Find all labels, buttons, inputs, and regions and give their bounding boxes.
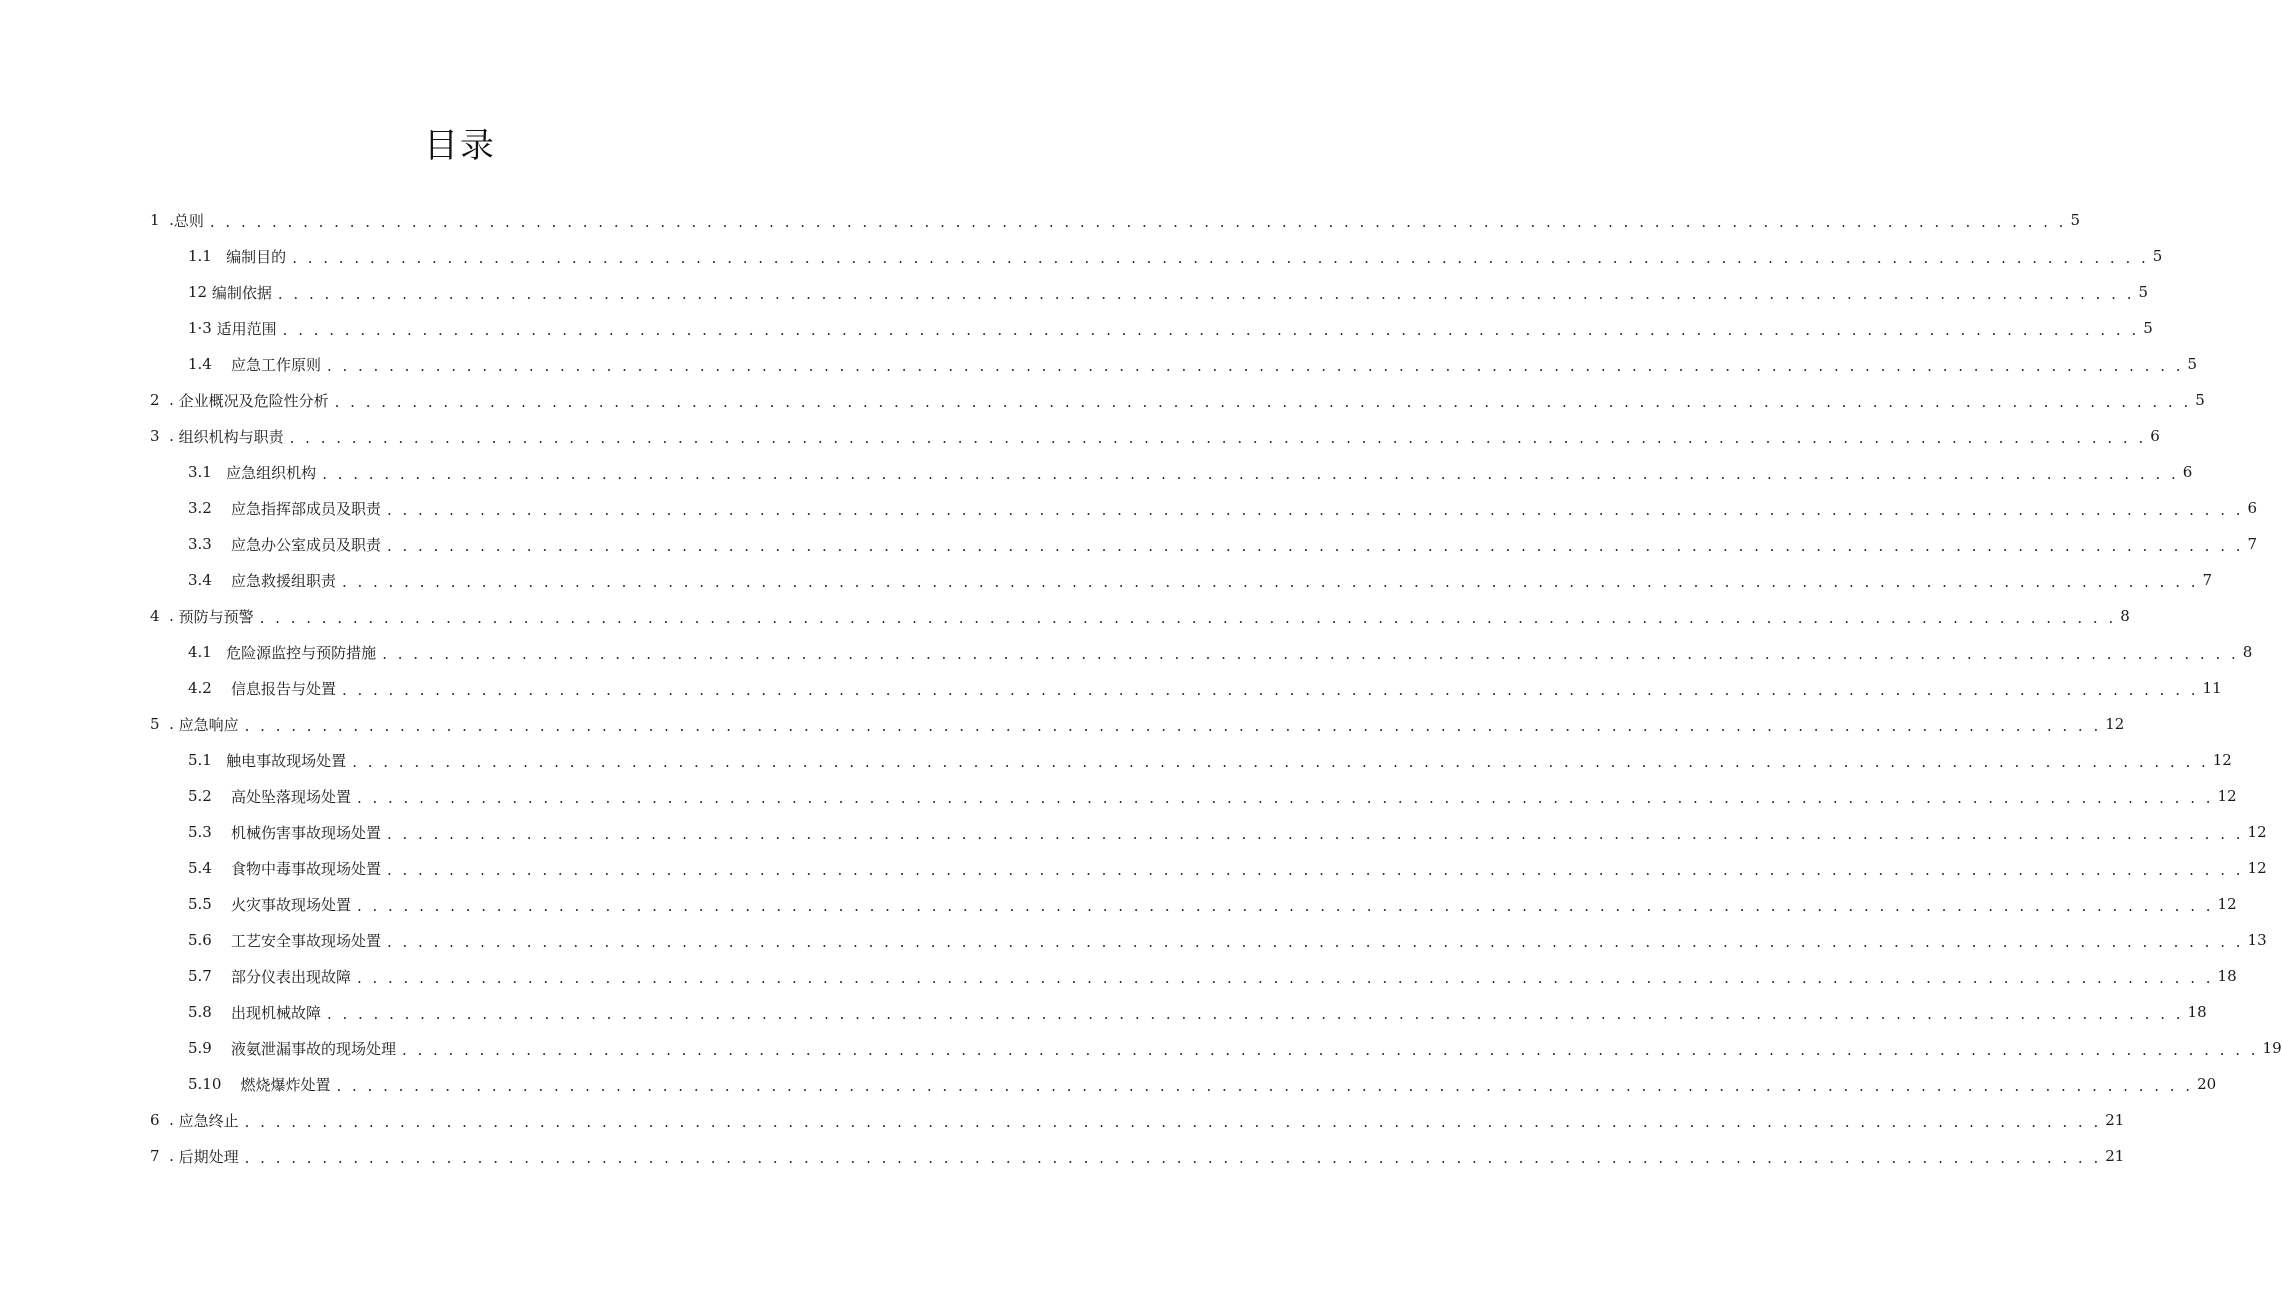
toc-entry-page-number: 12 <box>2247 859 2267 877</box>
toc-entry-page-number: 18 <box>2187 1003 2207 1021</box>
toc-entry-page-number: 7 <box>2247 535 2258 553</box>
toc-entry-page-number: 19 <box>2262 1039 2282 1057</box>
toc-dot-leader: . . . . . . . . . . . . . . . . . . . . . . . . . . . . . . . . . . . . . . . . . . . . . . . . . . . . . . . . . . . . . . . . . . . . . . . . . . . . . . . . . . . . . . . . . . . . . . . . . . . . . . . . . . . . . . . . . . . . . . . . <box>326 357 2184 375</box>
toc-dot-leader: . . . . . . . . . . . . . . . . . . . . . . . . . . . . . . . . . . . . . . . . . . . . . . . . . . . . . . . . . . . . . . . . . . . . . . . . . . . . . . . . . . . . . . . . . . . . . . . . . . . . . . . . . . . . . . . . . . . . . . . . <box>292 249 2149 267</box>
toc-dot-leader: . . . . . . . . . . . . . . . . . . . . . . . . . . . . . . . . . . . . . . . . . . . . . . . . . . . . . . . . . . . . . . . . . . . . . . . . . . . . . . . . . . . . . . . . . . . . . . . . . . . . . . . . . . . . . . . . . . . . . . . . <box>244 717 2102 735</box>
toc-dot-leader: . . . . . . . . . . . . . . . . . . . . . . . . . . . . . . . . . . . . . . . . . . . . . . . . . . . . . . . . . . . . . . . . . . . . . . . . . . . . . . . . . . . . . . . . . . . . . . . . . . . . . . . . . . . . . . . . . . . . . . . . <box>326 1005 2184 1023</box>
toc-entry-number: 5 <box>150 715 160 733</box>
toc-dot-leader: . . . . . . . . . . . . . . . . . . . . . . . . . . . . . . . . . . . . . . . . . . . . . . . . . . . . . . . . . . . . . . . . . . . . . . . . . . . . . . . . . . . . . . . . . . . . . . . . . . . . . . . . . . . . . . . . . . . . . . . . <box>282 321 2140 339</box>
toc-entry-number: 12 <box>188 283 208 301</box>
toc-entry-separator <box>212 643 226 661</box>
toc-entry-page-number: 11 <box>2202 679 2222 697</box>
toc-entry-title: 部分仪表出现故障 <box>230 967 351 986</box>
toc-entry[interactable] <box>0 922 2267 958</box>
toc-dot-leader: . . . . . . . . . . . . . . . . . . . . . . . . . . . . . . . . . . . . . . . . . . . . . . . . . . . . . . . . . . . . . . . . . . . . . . . . . . . . . . . . . . . . . . . . . . . . . . . . . . . . . . . . . . . . . . . . . . . . . . . . <box>386 501 2244 519</box>
toc-entry-number: 5.4 <box>188 859 212 877</box>
toc-entry[interactable] <box>0 562 2213 598</box>
toc-entry[interactable] <box>0 994 2207 1030</box>
toc-dot-leader: . . . . . . . . . . . . . . . . . . . . . . . . . . . . . . . . . . . . . . . . . . . . . . . . . . . . . . . . . . . . . . . . . . . . . . . . . . . . . . . . . . . . . . . . . . . . . . . . . . . . . . . . . . . . . . . . . . . . . . . . <box>386 861 2244 879</box>
toc-entry[interactable] <box>0 238 2163 274</box>
toc-entry-page-number: 12 <box>2217 895 2237 913</box>
toc-dot-leader: . . . . . . . . . . . . . . . . . . . . . . . . . . . . . . . . . . . . . . . . . . . . . . . . . . . . . . . . . . . . . . . . . . . . . . . . . . . . . . . . . . . . . . . . . . . . . . . . . . . . . . . . . . . . . . . . . . . . . . . . <box>289 429 2147 447</box>
toc-entry-number: 5.6 <box>188 931 212 949</box>
toc-entry[interactable] <box>0 310 2153 346</box>
toc-entry-title: 编制目的 <box>226 247 287 266</box>
toc-dot-leader: . . . . . . . . . . . . . . . . . . . . . . . . . . . . . . . . . . . . . . . . . . . . . . . . . . . . . . . . . . . . . . . . . . . . . . . . . . . . . . . . . . . . . . . . . . . . . . . . . . . . . . . . . . . . . . . . . . . . . . . . <box>401 1041 2259 1059</box>
toc-entry-separator <box>212 1003 231 1021</box>
toc-entry-separator <box>212 247 226 265</box>
toc-entry-title: 应急组织机构 <box>226 463 317 482</box>
toc-entry[interactable] <box>0 346 2198 382</box>
toc-entry-number: 4.1 <box>188 643 212 661</box>
toc-entry-separator <box>212 859 231 877</box>
toc-entry-page-number: 21 <box>2105 1147 2125 1165</box>
toc-entry-title: 出现机械故障 <box>230 1003 321 1022</box>
toc-dot-leader: . . . . . . . . . . . . . . . . . . . . . . . . . . . . . . . . . . . . . . . . . . . . . . . . . . . . . . . . . . . . . . . . . . . . . . . . . . . . . . . . . . . . . . . . . . . . . . . . . . . . . . . . . . . . . . . . . . . . . . . . <box>209 213 2067 231</box>
toc-entry-page-number: 18 <box>2217 967 2237 985</box>
toc-entry-number: 1.1 <box>188 247 212 265</box>
toc-entry-page-number: 12 <box>2247 823 2267 841</box>
toc-dot-leader: . . . . . . . . . . . . . . . . . . . . . . . . . . . . . . . . . . . . . . . . . . . . . . . . . . . . . . . . . . . . . . . . . . . . . . . . . . . . . . . . . . . . . . . . . . . . . . . . . . . . . . . . . . . . . . . . . . . . . . . . <box>386 537 2244 555</box>
toc-entry[interactable] <box>0 418 2160 454</box>
toc-entry[interactable] <box>0 814 2267 850</box>
toc-entry-number: 5.1 <box>188 751 212 769</box>
toc-entry-number: 3.4 <box>188 571 212 589</box>
toc-entry-separator <box>212 823 231 841</box>
toc-entry-title: 燃烧爆炸处置 <box>240 1075 331 1094</box>
page-title: 目录 <box>424 126 496 166</box>
toc-dot-leader: . . . . . . . . . . . . . . . . . . . . . . . . . . . . . . . . . . . . . . . . . . . . . . . . . . . . . . . . . . . . . . . . . . . . . . . . . . . . . . . . . . . . . . . . . . . . . . . . . . . . . . . . . . . . . . . . . . . . . . . . <box>244 1149 2102 1167</box>
toc-entry-number: 1.4 <box>188 355 212 373</box>
toc-entry-separator <box>212 967 231 985</box>
toc-dot-leader: . . . . . . . . . . . . . . . . . . . . . . . . . . . . . . . . . . . . . . . . . . . . . . . . . . . . . . . . . . . . . . . . . . . . . . . . . . . . . . . . . . . . . . . . . . . . . . . . . . . . . . . . . . . . . . . . . . . . . . . . <box>244 1113 2102 1131</box>
toc-entry-page-number: 12 <box>2217 787 2237 805</box>
toc-entry[interactable] <box>0 706 2125 742</box>
toc-entry-number: 3 <box>150 427 160 445</box>
toc-dot-leader: . . . . . . . . . . . . . . . . . . . . . . . . . . . . . . . . . . . . . . . . . . . . . . . . . . . . . . . . . . . . . . . . . . . . . . . . . . . . . . . . . . . . . . . . . . . . . . . . . . . . . . . . . . . . . . . . . . . . . . . . <box>356 789 2214 807</box>
toc-entry-number: 3.3 <box>188 535 212 553</box>
toc-entry-page-number: 5 <box>2195 391 2205 409</box>
toc-entry-title: 适用范围 <box>216 319 277 338</box>
toc-entry-separator: . <box>159 607 179 625</box>
toc-entry-separator <box>212 679 231 697</box>
toc-entry[interactable] <box>0 382 2205 418</box>
toc-entry-page-number: 6 <box>2247 499 2258 517</box>
toc-entry-title: 企业概况及危险性分析 <box>178 391 329 410</box>
toc-entry-number: 5.2 <box>188 787 212 805</box>
toc-entry-number: 5.10 <box>188 1075 222 1093</box>
toc-entry-separator <box>221 1075 240 1093</box>
toc-entry-separator <box>212 571 231 589</box>
toc-entry-separator <box>212 931 231 949</box>
toc-entry[interactable] <box>0 742 2232 778</box>
toc-entry[interactable] <box>0 778 2237 814</box>
toc-entry-number: 5.9 <box>188 1039 212 1057</box>
toc-entry[interactable] <box>0 670 2222 706</box>
toc-entry-page-number: 5 <box>2187 355 2198 373</box>
toc-entry-page-number: 21 <box>2105 1111 2125 1129</box>
toc-entry-title: 应急响应 <box>178 715 239 734</box>
toc-entry[interactable] <box>0 598 2130 634</box>
toc-entry-separator <box>212 463 226 481</box>
toc-entry-page-number: 5 <box>2138 283 2149 301</box>
toc-entry[interactable] <box>0 1030 2282 1066</box>
toc-dot-leader: . . . . . . . . . . . . . . . . . . . . . . . . . . . . . . . . . . . . . . . . . . . . . . . . . . . . . . . . . . . . . . . . . . . . . . . . . . . . . . . . . . . . . . . . . . . . . . . . . . . . . . . . . . . . . . . . . . . . . . . . <box>382 645 2239 663</box>
toc-entry-separator: . <box>159 211 174 229</box>
toc-dot-leader: . . . . . . . . . . . . . . . . . . . . . . . . . . . . . . . . . . . . . . . . . . . . . . . . . . . . . . . . . . . . . . . . . . . . . . . . . . . . . . . . . . . . . . . . . . . . . . . . . . . . . . . . . . . . . . . . . . . . . . . . <box>341 573 2199 591</box>
toc-entry[interactable] <box>0 454 2193 490</box>
toc-entry-title: 后期处理 <box>178 1147 239 1166</box>
toc-entry[interactable] <box>0 1066 2217 1102</box>
toc-entry-number: 6 <box>150 1111 160 1129</box>
toc-entry-number: 7 <box>150 1147 160 1165</box>
toc-entry-title: 信息报告与处置 <box>230 679 336 698</box>
toc-entry[interactable] <box>0 634 2253 670</box>
toc-entry-number: 5.8 <box>188 1003 212 1021</box>
toc-entry-title: 应急指挥部成员及职责 <box>230 499 381 518</box>
toc-entry-number: 1 <box>150 211 160 229</box>
toc-entry-number: 5.3 <box>188 823 212 841</box>
toc-entry-number: 4.2 <box>188 679 212 697</box>
toc-entry-separator: . <box>159 715 179 733</box>
toc-entry-separator: . <box>159 427 179 445</box>
toc-entry-number: 2 <box>150 391 160 409</box>
toc-dot-leader: . . . . . . . . . . . . . . . . . . . . . . . . . . . . . . . . . . . . . . . . . . . . . . . . . . . . . . . . . . . . . . . . . . . . . . . . . . . . . . . . . . . . . . . . . . . . . . . . . . . . . . . . . . . . . . . . . . . . . . . . <box>356 897 2214 915</box>
toc-entry[interactable] <box>0 1138 2125 1174</box>
toc-entry-page-number: 6 <box>2150 427 2160 445</box>
toc-entry-title: 工艺安全事故现场处置 <box>230 931 381 950</box>
toc-entry-title: 预防与预警 <box>178 607 254 626</box>
toc-entry-page-number: 5 <box>2070 211 2080 229</box>
toc-entry-title: 火灾事故现场处置 <box>230 895 351 914</box>
toc-entry-separator <box>212 1039 231 1057</box>
toc-dot-leader: . . . . . . . . . . . . . . . . . . . . . . . . . . . . . . . . . . . . . . . . . . . . . . . . . . . . . . . . . . . . . . . . . . . . . . . . . . . . . . . . . . . . . . . . . . . . . . . . . . . . . . . . . . . . . . . . . . . . . . . . <box>259 609 2117 627</box>
toc-entry-separator: . <box>159 1147 179 1165</box>
toc-entry-separator <box>212 535 231 553</box>
toc-entry-title: 危险源监控与预防措施 <box>226 643 377 662</box>
toc-entry-page-number: 8 <box>2242 643 2253 661</box>
table-of-contents <box>0 202 2282 1174</box>
toc-entry-page-number: 7 <box>2202 571 2213 589</box>
toc-entry-number: 5.7 <box>188 967 212 985</box>
toc-dot-leader: . . . . . . . . . . . . . . . . . . . . . . . . . . . . . . . . . . . . . . . . . . . . . . . . . . . . . . . . . . . . . . . . . . . . . . . . . . . . . . . . . . . . . . . . . . . . . . . . . . . . . . . . . . . . . . . . . . . . . . . . <box>356 969 2214 987</box>
toc-entry-page-number: 20 <box>2197 1075 2217 1093</box>
toc-entry[interactable] <box>0 202 2080 238</box>
toc-entry-separator <box>212 751 226 769</box>
toc-entry-number: 4 <box>150 607 160 625</box>
toc-entry-separator: . <box>159 391 179 409</box>
toc-entry[interactable] <box>0 490 2258 526</box>
toc-entry-separator: . <box>159 1111 179 1129</box>
toc-entry-separator <box>212 895 231 913</box>
toc-entry[interactable] <box>0 958 2237 994</box>
toc-entry-title: 编制依据 <box>211 283 272 302</box>
toc-dot-leader: . . . . . . . . . . . . . . . . . . . . . . . . . . . . . . . . . . . . . . . . . . . . . . . . . . . . . . . . . . . . . . . . . . . . . . . . . . . . . . . . . . . . . . . . . . . . . . . . . . . . . . . . . . . . . . . . . . . . . . . . <box>341 681 2199 699</box>
toc-entry-title: 食物中毒事故现场处置 <box>230 859 381 878</box>
toc-dot-leader: . . . . . . . . . . . . . . . . . . . . . . . . . . . . . . . . . . . . . . . . . . . . . . . . . . . . . . . . . . . . . . . . . . . . . . . . . . . . . . . . . . . . . . . . . . . . . . . . . . . . . . . . . . . . . . . . . . . . . . . . <box>386 825 2244 843</box>
toc-entry-title: 触电事故现场处置 <box>226 751 347 770</box>
toc-entry-page-number: 8 <box>2120 607 2130 625</box>
toc-dot-leader: . . . . . . . . . . . . . . . . . . . . . . . . . . . . . . . . . . . . . . . . . . . . . . . . . . . . . . . . . . . . . . . . . . . . . . . . . . . . . . . . . . . . . . . . . . . . . . . . . . . . . . . . . . . . . . . . . . . . . . . . <box>334 393 2192 411</box>
toc-dot-leader: . . . . . . . . . . . . . . . . . . . . . . . . . . . . . . . . . . . . . . . . . . . . . . . . . . . . . . . . . . . . . . . . . . . . . . . . . . . . . . . . . . . . . . . . . . . . . . . . . . . . . . . . . . . . . . . . . . . . . . . . <box>352 753 2209 771</box>
toc-dot-leader: . . . . . . . . . . . . . . . . . . . . . . . . . . . . . . . . . . . . . . . . . . . . . . . . . . . . . . . . . . . . . . . . . . . . . . . . . . . . . . . . . . . . . . . . . . . . . . . . . . . . . . . . . . . . . . . . . . . . . . . . <box>336 1077 2194 1095</box>
toc-entry-page-number: 12 <box>2105 715 2125 733</box>
toc-entry-title: 应急办公室成员及职责 <box>230 535 381 554</box>
toc-entry[interactable] <box>0 886 2237 922</box>
toc-entry-title: 应急工作原则 <box>230 355 321 374</box>
toc-entry-number: 3.1 <box>188 463 212 481</box>
toc-entry[interactable] <box>0 274 2149 310</box>
toc-entry-page-number: 6 <box>2182 463 2193 481</box>
toc-entry[interactable] <box>0 526 2258 562</box>
toc-dot-leader: . . . . . . . . . . . . . . . . . . . . . . . . . . . . . . . . . . . . . . . . . . . . . . . . . . . . . . . . . . . . . . . . . . . . . . . . . . . . . . . . . . . . . . . . . . . . . . . . . . . . . . . . . . . . . . . . . . . . . . . . <box>386 933 2244 951</box>
toc-entry-page-number: 12 <box>2212 751 2232 769</box>
toc-entry-separator <box>212 787 231 805</box>
toc-entry-separator <box>212 355 231 373</box>
toc-entry-number: 1·3 <box>188 319 212 337</box>
toc-entry-title: 组织机构与职责 <box>178 427 284 446</box>
toc-entry-title: 机械伤害事故现场处置 <box>230 823 381 842</box>
toc-entry-title: 高处坠落现场处置 <box>230 787 351 806</box>
toc-entry-title: 应急终止 <box>178 1111 239 1130</box>
toc-entry[interactable] <box>0 1102 2125 1138</box>
toc-entry-separator <box>212 499 231 517</box>
toc-dot-leader: . . . . . . . . . . . . . . . . . . . . . . . . . . . . . . . . . . . . . . . . . . . . . . . . . . . . . . . . . . . . . . . . . . . . . . . . . . . . . . . . . . . . . . . . . . . . . . . . . . . . . . . . . . . . . . . . . . . . . . . . <box>322 465 2179 483</box>
toc-entry-title: 液氨泄漏事故的现场处理 <box>230 1039 396 1058</box>
toc-entry[interactable] <box>0 850 2267 886</box>
toc-entry-page-number: 13 <box>2247 931 2267 949</box>
toc-entry-page-number: 5 <box>2152 247 2163 265</box>
toc-entry-title: 应急救援组职责 <box>230 571 336 590</box>
toc-entry-title: 总则 <box>173 211 204 230</box>
toc-dot-leader: . . . . . . . . . . . . . . . . . . . . . . . . . . . . . . . . . . . . . . . . . . . . . . . . . . . . . . . . . . . . . . . . . . . . . . . . . . . . . . . . . . . . . . . . . . . . . . . . . . . . . . . . . . . . . . . . . . . . . . . . <box>277 285 2135 303</box>
toc-entry-number: 3.2 <box>188 499 212 517</box>
toc-entry-page-number: 5 <box>2143 319 2153 337</box>
toc-entry-number: 5.5 <box>188 895 212 913</box>
